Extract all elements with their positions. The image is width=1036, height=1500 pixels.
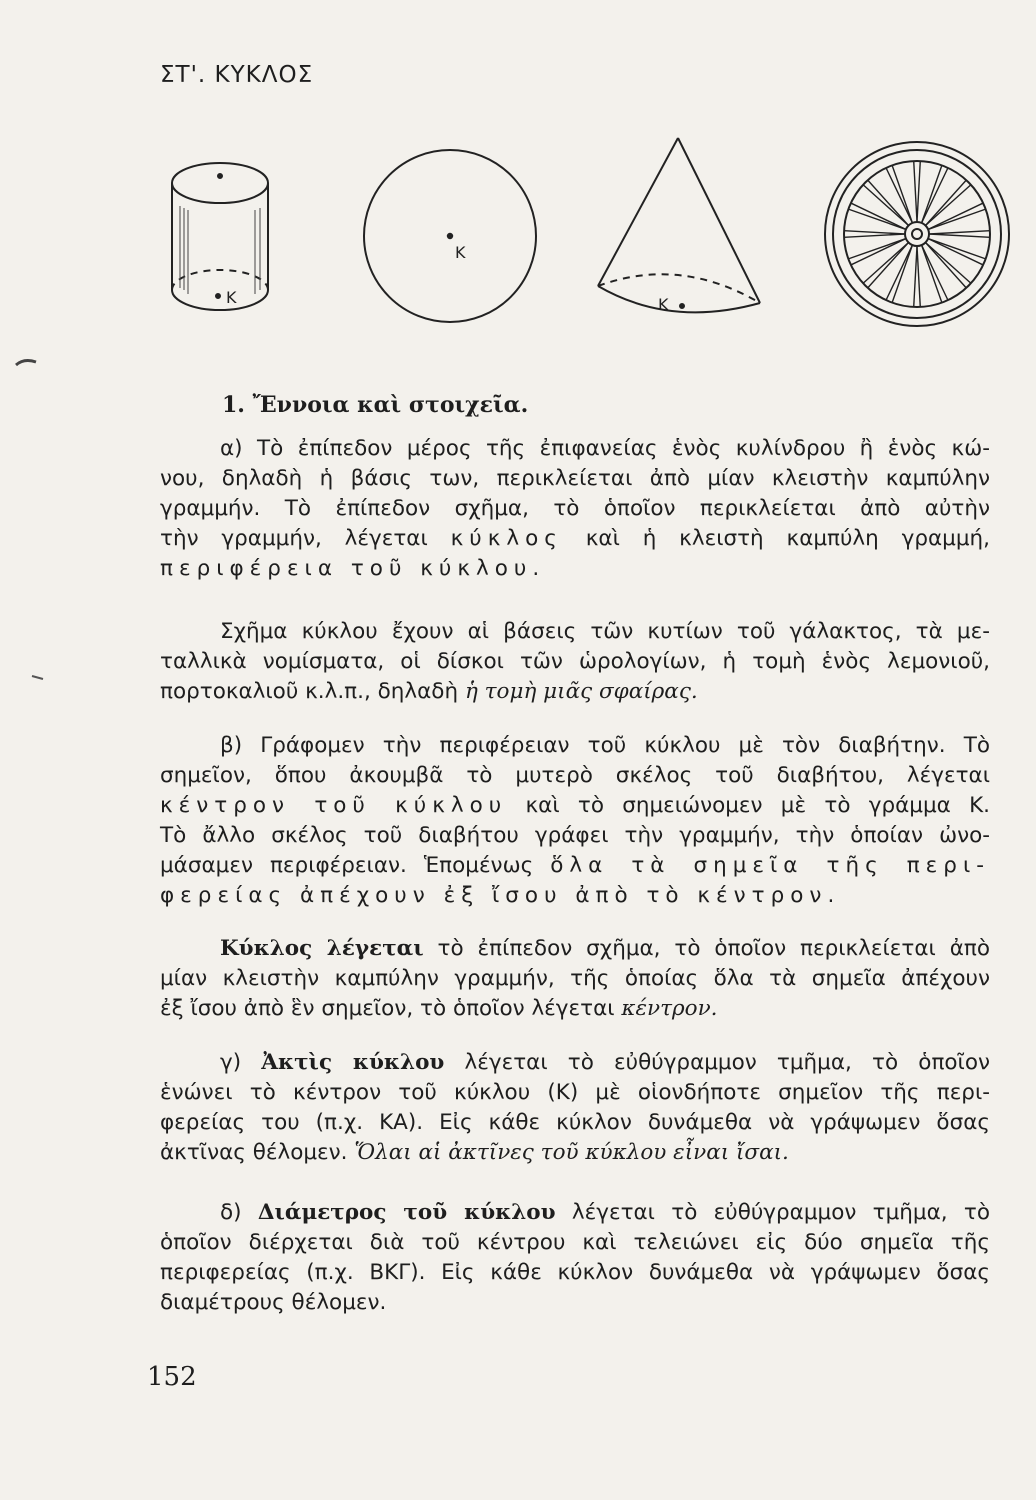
chapter-title: ΣΤ'. ΚΥΚΛΟΣ bbox=[160, 62, 314, 88]
text-line bbox=[160, 934, 990, 964]
circle-center-label: Κ bbox=[455, 243, 466, 262]
cone-center-label: Κ bbox=[658, 295, 669, 314]
paragraph-a bbox=[160, 434, 990, 584]
cylinder-figure bbox=[172, 163, 268, 310]
term-kentron: κέντρον τοῦ κύκλου bbox=[160, 793, 508, 818]
cone-figure bbox=[598, 138, 760, 312]
text-run: ἐξ ἴσου ἀπὸ ἓν σημεῖον, τὸ ὁποῖον λέγεται bbox=[160, 996, 615, 1021]
paragraph-a-examples bbox=[160, 617, 990, 707]
text-line bbox=[160, 1198, 990, 1228]
bold-term: Διάμετρος τοῦ κύκλου bbox=[257, 1200, 556, 1225]
wheel-spoke bbox=[844, 234, 905, 237]
spaced-run: ὅλα τὰ σημεῖα τῆς περι- bbox=[550, 853, 990, 878]
text-line: γραμμήν. Τὸ ἐπίπεδον σχῆμα, τὸ ὁποῖον περικλείεται ἀπὸ αὐτὴν bbox=[160, 496, 990, 521]
paragraph-b bbox=[160, 731, 990, 911]
italic-run: ἡ τομὴ μιᾶς σφαίρας. bbox=[464, 679, 698, 704]
wheel-spoke bbox=[844, 231, 905, 234]
text-line bbox=[160, 851, 990, 881]
bold-term: Ἀκτὶς κύκλου bbox=[261, 1050, 445, 1075]
text-line: ταλλικὰ νομίσματα, οἱ δίσκοι τῶν ὡρολογίων, ἡ τομὴ ἑνὸς λεμονιοῦ, bbox=[160, 649, 990, 674]
italic-run: κέντρον. bbox=[621, 996, 718, 1021]
wheel-spoke bbox=[914, 161, 917, 222]
wheel-spoke bbox=[914, 246, 917, 307]
page-number: 152 bbox=[147, 1362, 197, 1392]
figures-row bbox=[150, 128, 1020, 390]
text-run: μάσαμεν περιφέρειαν. Ἑπομένως bbox=[160, 853, 534, 878]
text-line: ὁποῖον διέρχεται διὰ τοῦ κέντρου καὶ τελειώνει εἰς δύο σημεῖα τῆς bbox=[160, 1230, 990, 1255]
text-line bbox=[160, 677, 990, 707]
text-line bbox=[160, 791, 990, 821]
text-line: φερείας ἀπέχουν ἐξ ἴσου ἀπὸ τὸ κέντρον. bbox=[160, 883, 841, 908]
text-line: Σχῆμα κύκλου ἔχουν αἱ βάσεις τῶν κυτίων τοῦ γάλακτος, τὰ με- bbox=[220, 619, 990, 644]
text-line: α) Τὸ ἐπίπεδον μέρος τῆς ἐπιφανείας ἑνὸς κυλίνδρου ἢ ἑνὸς κώ- bbox=[220, 436, 990, 461]
wheel-spoke bbox=[917, 161, 920, 222]
wheel-spoke bbox=[917, 246, 920, 307]
text-run: καὶ τὸ σημειώνομεν μὲ τὸ γράμμα Κ. bbox=[525, 793, 990, 818]
term-perifereia: περιφέρεια τοῦ κύκλου. bbox=[160, 556, 546, 581]
text-line: διαμέτρους θέλομεν. bbox=[160, 1290, 387, 1315]
text-run: τὴν γραμμήν, λέγεται bbox=[160, 526, 428, 551]
bold-term: Κύκλος λέγεται bbox=[220, 936, 424, 961]
ink-mark bbox=[14, 356, 40, 370]
definition-paragraph bbox=[160, 934, 990, 1024]
section-heading: 1. Ἔννοια καὶ στοιχεῖα. bbox=[222, 392, 529, 418]
text-run: τὸ ἐπίπεδον σχῆμα, τὸ ὁποῖον περικλείεται ἀπὸ bbox=[437, 936, 990, 961]
text-run: λέγεται τὸ εὐθύγραμμον τμῆμα, τὸ bbox=[571, 1200, 990, 1225]
text-line: β) Γράφομεν τὴν περιφέρειαν τοῦ κύκλου μὲ τὸν διαβήτην. Τὸ bbox=[220, 733, 990, 758]
text-run: γ) bbox=[220, 1050, 242, 1075]
text-line: φερείας του (π.χ. ΚΑ). Εἰς κάθε κύκλον δυνάμεθα νὰ γράψωμεν ὅσας bbox=[160, 1110, 990, 1135]
term-kyklos: κύκλος bbox=[450, 526, 563, 551]
text-run: λέγεται τὸ εὐθύγραμμον τμῆμα, τὸ ὁποῖον bbox=[464, 1050, 990, 1075]
wheel-spoke bbox=[929, 231, 990, 234]
wheel-figure bbox=[825, 142, 1009, 326]
wheel-spoke bbox=[929, 234, 990, 237]
text-line: σημεῖον, ὅπου ἀκουμβᾶ τὸ μυτερὸ σκέλος τοῦ διαβήτου, λέγεται bbox=[160, 763, 990, 788]
paragraph-d bbox=[160, 1198, 990, 1318]
text-line bbox=[160, 994, 990, 1024]
circle-figure bbox=[364, 150, 536, 322]
text-run: δ) bbox=[220, 1200, 242, 1225]
text-line: ἑνώνει τὸ κέντρον τοῦ κύκλου (Κ) μὲ οἱονδήποτε σημεῖον τῆς περι- bbox=[160, 1080, 990, 1105]
text-run: ἀκτῖνας θέλομεν. bbox=[160, 1140, 348, 1165]
italic-run: Ὅλαι αἱ ἀκτῖνες τοῦ κύκλου εἶναι ἴσαι. bbox=[354, 1140, 789, 1165]
text-line: μίαν κλειστὴν καμπύλην γραμμήν, τῆς ὁποίας ὅλα τὰ σημεῖα ἀπέχουν bbox=[160, 966, 990, 991]
text-line bbox=[160, 1048, 990, 1078]
text-line bbox=[160, 524, 990, 554]
text-line: Τὸ ἄλλο σκέλος τοῦ διαβήτου γράφει τὴν γραμμήν, τὴν ὁποίαν ὠνο- bbox=[160, 823, 990, 848]
text-run: καὶ ἡ κλειστὴ καμπύλη γραμμή, bbox=[585, 526, 990, 551]
ink-mark bbox=[30, 672, 46, 682]
text-line bbox=[160, 1138, 990, 1168]
paragraph-c bbox=[160, 1048, 990, 1168]
cylinder-center-label: Κ bbox=[226, 288, 237, 307]
text-run: πορτοκαλιοῦ κ.λ.π., δηλαδὴ bbox=[160, 679, 459, 704]
text-line: περιφερείας (π.χ. ΒΚΓ). Εἰς κάθε κύκλον δυνάμεθα νὰ γράψωμεν ὅσας bbox=[160, 1260, 990, 1285]
text-line: νου, δηλαδὴ ἡ βάσις των, περικλείεται ἀπὸ μίαν κλειστὴν καμπύλην bbox=[160, 466, 990, 491]
